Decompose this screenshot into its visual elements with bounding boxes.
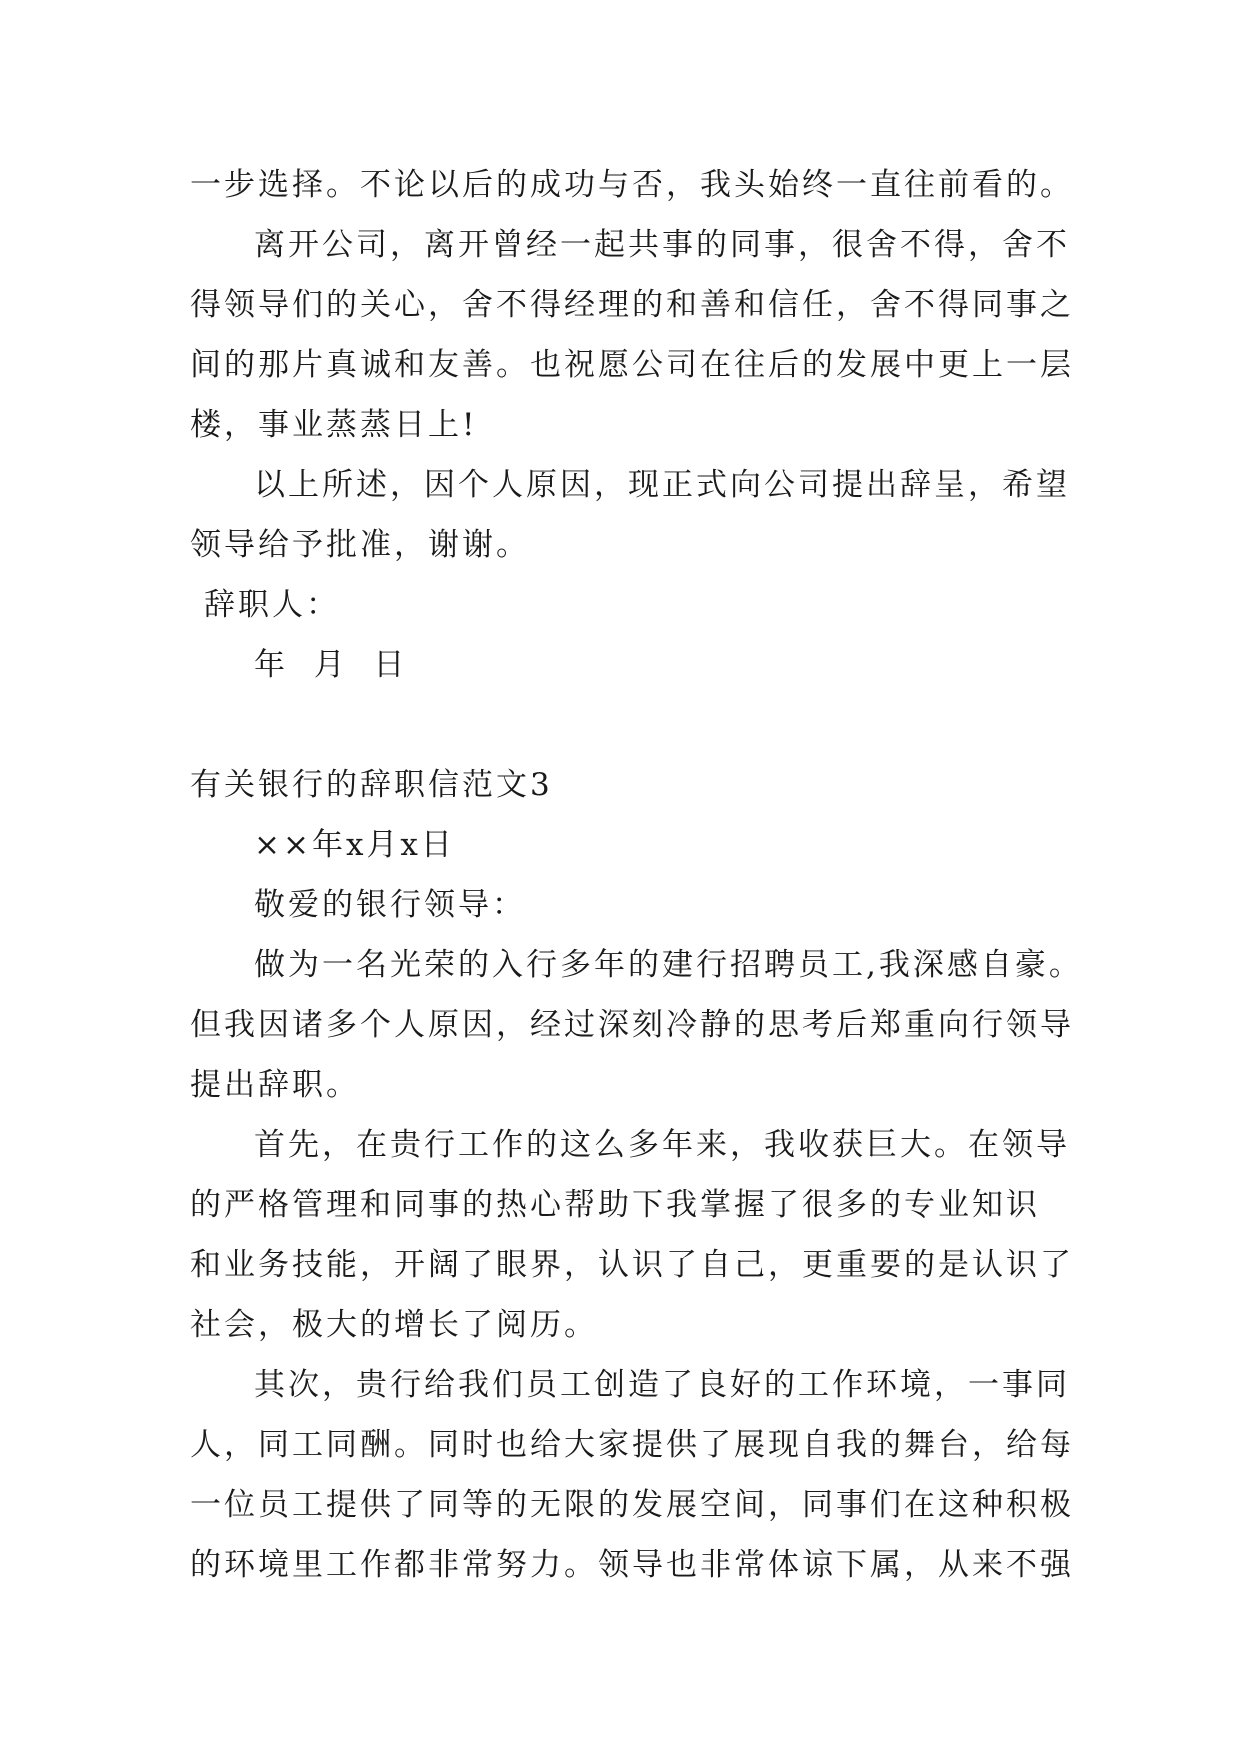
paragraph-line: 的环境里工作都非常努力。领导也非常体谅下属，从来不强 bbox=[190, 1547, 1074, 1583]
paragraph-line: 首先，在贵行工作的这么多年来，我收获巨大。在领导 bbox=[254, 1127, 1070, 1163]
paragraph-line: 但我因诸多个人原因，经过深刻冷静的思考后郑重向行领导 bbox=[190, 1007, 1074, 1043]
paragraph-line: 领导给予批准，谢谢。 bbox=[190, 527, 530, 563]
paragraph-line: 间的那片真诚和友善。也祝愿公司在往后的发展中更上一层 bbox=[190, 347, 1074, 383]
paragraph-line: 得领导们的关心，舍不得经理的和善和信任，舍不得同事之 bbox=[190, 287, 1074, 323]
date-placeholder: 年 月 日 bbox=[254, 647, 408, 683]
paragraph-line: 的严格管理和同事的热心帮助下我掌握了很多的专业知识 bbox=[190, 1187, 1040, 1223]
paragraph-line: 离开公司，离开曾经一起共事的同事，很舍不得，舍不 bbox=[254, 227, 1070, 263]
paragraph-line: 其次，贵行给我们员工创造了良好的工作环境，一事同 bbox=[254, 1367, 1070, 1403]
paragraph-line: 社会，极大的增长了阅历。 bbox=[190, 1307, 598, 1343]
signature-label: 辞职人： bbox=[204, 587, 340, 623]
letter-date: ××年x月x日 bbox=[254, 827, 455, 863]
paragraph-line: 做为一名光荣的入行多年的建行招聘员工,我深感自豪。 bbox=[254, 947, 1083, 983]
paragraph-line: 一步选择。不论以后的成功与否，我头始终一直往前看的。 bbox=[190, 167, 1074, 203]
paragraph-line: 提出辞职。 bbox=[190, 1067, 360, 1103]
section-title: 有关银行的辞职信范文3 bbox=[190, 767, 553, 803]
paragraph-line: 楼，事业蒸蒸日上! bbox=[190, 407, 478, 443]
letter-salutation: 敬爱的银行领导： bbox=[254, 887, 526, 923]
paragraph-line: 和业务技能，开阔了眼界，认识了自己，更重要的是认识了 bbox=[190, 1247, 1074, 1283]
paragraph-line: 一位员工提供了同等的无限的发展空间，同事们在这种积极 bbox=[190, 1487, 1074, 1523]
section-spacer bbox=[190, 695, 1070, 755]
paragraph-line: 以上所述，因个人原因，现正式向公司提出辞呈，希望 bbox=[254, 467, 1070, 503]
document-body bbox=[190, 155, 1083, 1595]
paragraph-line: 人，同工同酬。同时也给大家提供了展现自我的舞台，给每 bbox=[190, 1427, 1074, 1463]
